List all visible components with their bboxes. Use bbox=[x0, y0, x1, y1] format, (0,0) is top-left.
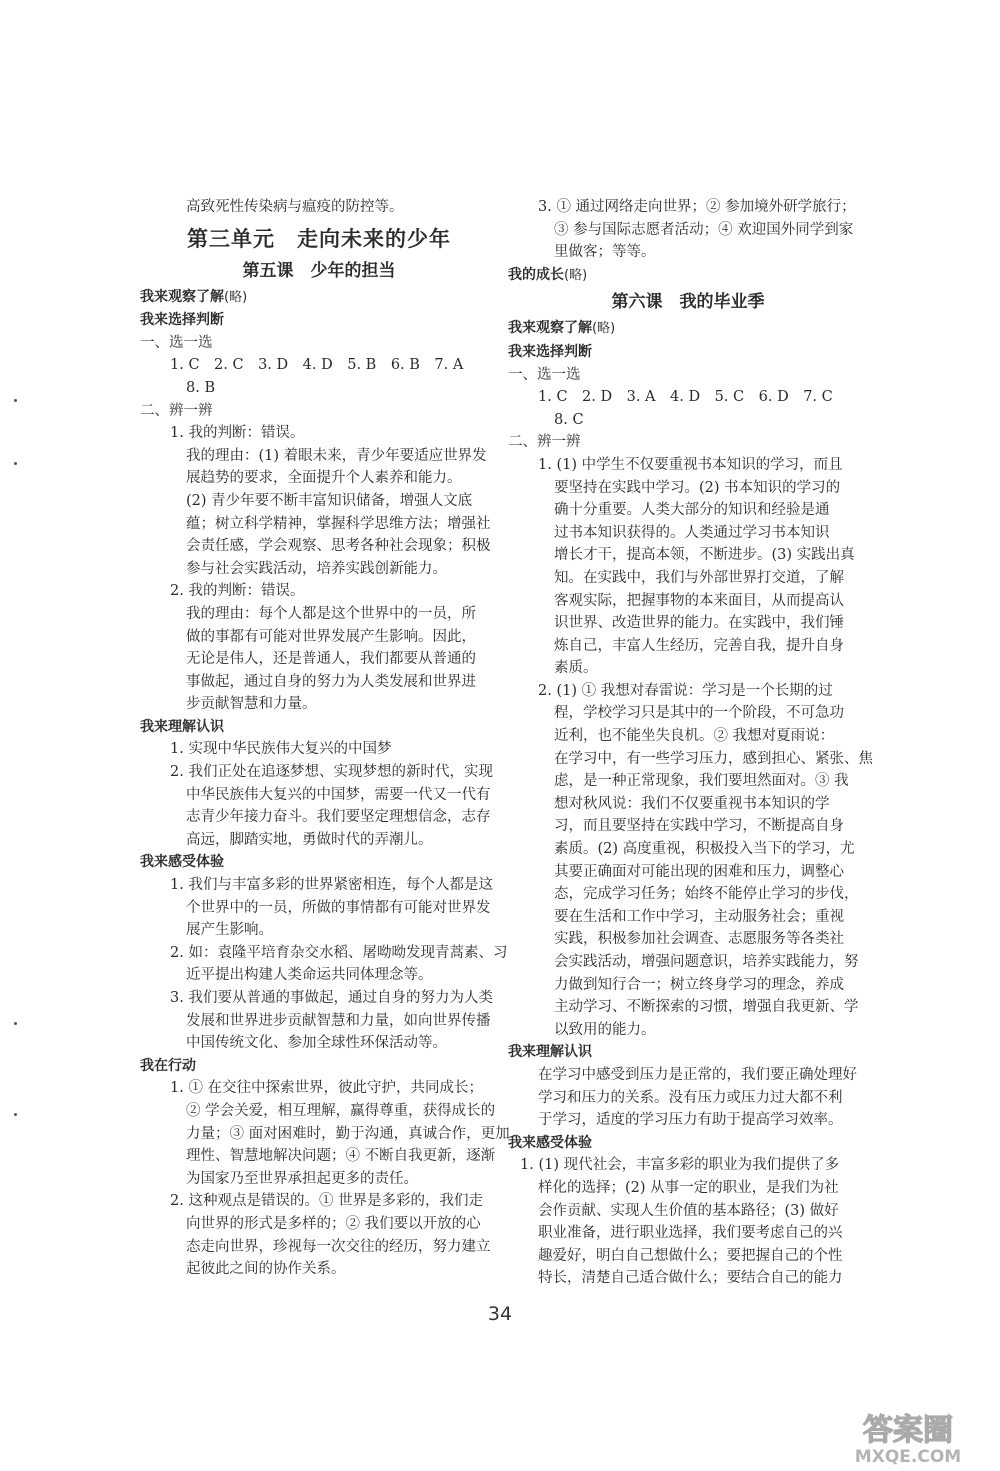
text-line-text: 发展和世界进步贡献智慧和力量，如向世界传播 bbox=[186, 1012, 491, 1029]
section-heading bbox=[508, 264, 868, 288]
section-heading bbox=[508, 1041, 868, 1064]
text-line-text: 虑，是一种正常现象，我们要坦然面对。③ 我 bbox=[554, 773, 849, 790]
text-line bbox=[140, 806, 498, 829]
text-line bbox=[508, 861, 868, 884]
text-line bbox=[140, 445, 498, 468]
text-line-text: ③ 参与国际志愿者活动；④ 欢迎国外同学到家 bbox=[554, 221, 854, 238]
left-column bbox=[140, 196, 510, 1281]
text-line-text: 起彼此之间的协作关系。 bbox=[186, 1261, 346, 1278]
text-line bbox=[508, 196, 868, 219]
text-line bbox=[508, 219, 868, 242]
text-line bbox=[140, 196, 498, 219]
text-line bbox=[508, 612, 868, 635]
text-line-text: 趣爱好，明白自己想做什么；要把握自己的个性 bbox=[538, 1247, 843, 1264]
text-line-text: 3. 我们要从普通的事做起，通过自身的努力为人类 bbox=[170, 990, 493, 1006]
text-line-text: 步贡献智慧和力量。 bbox=[186, 696, 317, 713]
text-line bbox=[140, 671, 498, 694]
watermark-logo bbox=[828, 1408, 988, 1466]
text-line bbox=[140, 874, 498, 897]
text-line-text: 要在生活和工作中学习，主动服务社会；重视 bbox=[554, 908, 844, 925]
section-heading bbox=[508, 317, 868, 341]
text-line bbox=[508, 1109, 868, 1132]
text-line bbox=[140, 626, 498, 649]
section-heading-text: 我的成长 bbox=[508, 266, 564, 283]
text-line bbox=[508, 996, 868, 1019]
text-line bbox=[508, 1087, 868, 1110]
text-line-text: 2. (1) ① 我想对春雷说：学习是一个长期的过 bbox=[538, 682, 833, 699]
text-line bbox=[508, 364, 868, 387]
text-line bbox=[508, 590, 868, 613]
text-line-text: 做的事都有可能对世界发展产生影响。因此， bbox=[186, 628, 476, 645]
text-line-text: 会作贡献、实现人生价值的基本路径；(3) 做好 bbox=[538, 1202, 839, 1219]
text-line-text: 2. 这种观点是错误的。① 世界是多彩的，我们走 bbox=[170, 1193, 484, 1210]
text-line bbox=[140, 513, 498, 536]
text-line-text: 素质。 bbox=[554, 660, 598, 677]
text-line-text: 在学习中，有一些学习压力，感到担心、紧张、焦 bbox=[554, 750, 873, 767]
text-line-text: 中国传统文化、参加全球性环保活动等。 bbox=[186, 1035, 447, 1052]
text-line bbox=[508, 657, 868, 680]
text-line-text: 高远，脚踏实地，勇做时代的弄潮儿。 bbox=[186, 831, 433, 848]
section-heading bbox=[140, 716, 498, 739]
text-line-text: 会实践活动，增强问题意识，培养实践能力，努 bbox=[554, 954, 859, 970]
watermark-url: MXQE.COM bbox=[854, 1447, 962, 1466]
text-line bbox=[508, 454, 868, 477]
text-line-text: 会责任感，学会观察、思考各种社会现象；积极 bbox=[186, 538, 491, 555]
text-line-text: 炼自己，丰富人生经历，完善自我，提升自身 bbox=[554, 637, 844, 654]
text-line bbox=[508, 1222, 868, 1245]
text-line bbox=[140, 490, 498, 513]
page-number: 34 bbox=[487, 1303, 513, 1325]
text-line-text: 事做起，通过自身的努力为人类发展和世界进 bbox=[186, 673, 476, 690]
section-heading-text: 我来理解认识 bbox=[508, 1044, 592, 1061]
text-line-text: 为国家乃至世界承担起更多的责任。 bbox=[186, 1170, 418, 1187]
text-line bbox=[508, 567, 868, 590]
text-line-text: 职业准备，进行职业选择，我们要考虑自己的兴 bbox=[538, 1225, 843, 1242]
text-line-text: 特长，清楚自己适合做什么；要结合自己的能力 bbox=[538, 1270, 843, 1287]
text-line bbox=[508, 883, 868, 906]
section-heading-text: 我来观察了解 bbox=[140, 288, 224, 305]
text-line bbox=[140, 332, 498, 355]
margin-dot bbox=[14, 1022, 17, 1025]
text-line-text: 展产生影响。 bbox=[186, 922, 273, 939]
text-line-text: 识世界、改造世界的能力。在实践中，我们锤 bbox=[554, 615, 844, 632]
text-line bbox=[140, 1190, 498, 1213]
text-line-text: 力做到知行合一；树立终身学习的理念，养成 bbox=[554, 976, 844, 993]
text-line-text: (2) 青少年要不断丰富知识储备，增强人文底 bbox=[186, 492, 473, 509]
text-line-text: 态走向世界，珍视每一次交往的经历，努力建立 bbox=[186, 1238, 491, 1255]
margin-dot bbox=[14, 462, 17, 465]
text-line bbox=[508, 477, 868, 500]
text-line bbox=[140, 829, 498, 852]
text-line bbox=[140, 1145, 498, 1168]
section-heading-text: 我来感受体验 bbox=[508, 1134, 592, 1151]
text-line-text: 我的理由：(1) 着眼未来，青少年要适应世界发 bbox=[186, 447, 487, 464]
text-line-text: 志青少年接力奋斗。我们要坚定理想信念，志存 bbox=[186, 809, 491, 826]
text-line-text: 力量；③ 面对困难时，勤于沟通，真诚合作，更加 bbox=[186, 1125, 510, 1142]
text-line bbox=[140, 693, 498, 716]
text-line bbox=[508, 793, 868, 816]
text-line-text: 理性、智慧地解决问题；④ 不断自我更新，逐渐 bbox=[186, 1148, 496, 1165]
text-line-text: 蕴；树立科学精神，掌握科学思维方法；增强社 bbox=[186, 515, 491, 532]
section-heading-text: 我来选择判断 bbox=[140, 312, 224, 329]
text-line bbox=[508, 974, 868, 997]
text-line bbox=[140, 1032, 498, 1055]
text-line-text: 于学习，适度的学习压力有助于提高学习效率。 bbox=[538, 1112, 843, 1129]
text-line bbox=[508, 635, 868, 658]
text-line bbox=[508, 928, 868, 951]
text-line bbox=[508, 906, 868, 929]
unit-title bbox=[140, 222, 498, 256]
text-line bbox=[508, 1267, 868, 1290]
omitted-note: (略) bbox=[564, 267, 588, 283]
watermark-title: 答案圈 bbox=[863, 1413, 953, 1448]
text-line-text: 2. 我们正处在追逐梦想、实现梦想的新时代，实现 bbox=[170, 764, 493, 781]
margin-dot bbox=[14, 399, 17, 402]
text-line bbox=[140, 784, 498, 807]
text-line-text: 知。在实践中，我们与外部世界打交道，了解 bbox=[554, 569, 844, 586]
text-line-text: 无论是伟人，还是普通人，我们都要从普通的 bbox=[186, 651, 476, 668]
text-line-text: 1. 我的判断：错误。 bbox=[170, 425, 305, 442]
text-line-text: 3. ① 通过网络走向世界；② 参加境外研学旅行； bbox=[538, 199, 856, 215]
text-line bbox=[508, 409, 868, 432]
text-line-text: 素质。(2) 高度重视，积极投入当下的学习，尤 bbox=[554, 841, 855, 858]
text-line bbox=[508, 838, 868, 861]
text-line bbox=[140, 1123, 510, 1146]
text-line bbox=[140, 738, 498, 761]
text-line bbox=[140, 1168, 498, 1191]
text-line-text: 学习和压力的关系。没有压力或压力过大都不利 bbox=[538, 1089, 843, 1106]
text-line bbox=[508, 241, 868, 264]
text-line bbox=[140, 897, 498, 920]
text-line-text: 程，学校学习只是其中的一个阶段，不可急功 bbox=[554, 705, 844, 722]
text-line-text: 样化的选择；(2) 从事一定的职业，是我们为社 bbox=[538, 1179, 839, 1196]
text-line-text: 里做客；等等。 bbox=[554, 244, 656, 261]
text-line-text: 1. 我们与丰富多彩的世界紧密相连，每个人都是这 bbox=[170, 877, 493, 894]
text-line bbox=[508, 1177, 868, 1200]
text-line-text: 1. (1) 现代社会，丰富多彩的职业为我们提供了多 bbox=[520, 1157, 840, 1174]
text-line bbox=[140, 1236, 498, 1259]
text-line bbox=[508, 1064, 868, 1087]
text-line bbox=[508, 815, 868, 838]
text-line bbox=[140, 919, 498, 942]
text-line bbox=[140, 558, 498, 581]
text-line bbox=[140, 422, 498, 445]
text-line-text: 近利，也不能坐失良机。② 我想对夏雨说： bbox=[554, 728, 835, 745]
text-line-text: 一、选一选 bbox=[508, 366, 581, 383]
right-column bbox=[508, 196, 873, 1290]
text-line-text: 1. (1) 中学生不仅要重视书本知识的学习，而且 bbox=[538, 456, 843, 473]
section-heading-text: 我来选择判断 bbox=[508, 343, 592, 360]
text-line-text: 高致死性传染病与瘟疫的防控等。 bbox=[186, 199, 404, 215]
section-heading-text: 我来感受体验 bbox=[140, 854, 224, 871]
text-line-text: ② 学会关爱，相互理解，赢得尊重，获得成长的 bbox=[186, 1102, 496, 1119]
text-line bbox=[140, 1258, 498, 1281]
text-line-text: 展趋势的要求，全面提升个人素养和能力。 bbox=[186, 470, 462, 487]
lesson-title-text: 第五课 少年的担当 bbox=[242, 260, 396, 281]
text-line bbox=[508, 702, 868, 725]
section-heading bbox=[508, 341, 868, 364]
text-line bbox=[508, 1245, 868, 1268]
text-line bbox=[508, 680, 868, 703]
text-line-text: 增长才干，提高本领，不断进步。(3) 实践出真 bbox=[554, 547, 855, 564]
text-line-text: 二、辨一辨 bbox=[140, 402, 213, 419]
text-line bbox=[140, 1010, 498, 1033]
text-line bbox=[140, 761, 498, 784]
section-heading bbox=[140, 286, 498, 310]
text-line bbox=[508, 725, 868, 748]
lesson-title bbox=[508, 287, 868, 317]
text-line-text: 1. C 2. D 3. A 4. D 5. C 6. D 7. C bbox=[538, 389, 833, 406]
text-line bbox=[140, 1213, 498, 1236]
text-line-text: 态，完成学习任务；始终不能停止学习的步伐， bbox=[554, 886, 859, 903]
text-line bbox=[508, 544, 868, 567]
text-line bbox=[140, 535, 498, 558]
text-line bbox=[508, 499, 868, 522]
text-line-text: 1. 实现中华民族伟大复兴的中国梦 bbox=[170, 741, 392, 758]
text-line-text: 8. C bbox=[554, 411, 584, 428]
section-heading-text: 我在行动 bbox=[140, 1057, 196, 1074]
section-heading bbox=[140, 1055, 498, 1078]
text-line-text: 实践，积极参加社会调查、志愿服务等各类社 bbox=[554, 931, 844, 948]
text-line-text: 习，而且要坚持在实践中学习，不断提高自身 bbox=[554, 818, 844, 835]
text-line bbox=[508, 770, 868, 793]
text-line bbox=[140, 354, 498, 377]
lesson-title-text: 第六课 我的毕业季 bbox=[611, 292, 765, 313]
text-line-text: 2. 如：袁隆平培育杂交水稻、屠呦呦发现青蒿素、习 bbox=[170, 944, 508, 961]
omitted-note: (略) bbox=[592, 321, 616, 337]
text-line-text: 个世界中的一员，所做的事情都有可能对世界发 bbox=[186, 899, 491, 916]
section-heading bbox=[140, 309, 498, 332]
text-line-text: 确十分重要。人类大部分的知识和经验是通 bbox=[554, 502, 830, 519]
unit-title-text: 第三单元 走向未来的少年 bbox=[187, 225, 451, 251]
section-heading bbox=[508, 1132, 868, 1155]
text-line bbox=[508, 522, 868, 545]
margin-dot bbox=[14, 1113, 17, 1116]
text-line-text: 其要正确面对可能出现的困难和压力，调整心 bbox=[554, 863, 844, 880]
text-line-text: 我的理由：每个人都是这个世界中的一员，所 bbox=[186, 605, 476, 622]
text-line-text: 二、辨一辨 bbox=[508, 434, 581, 451]
text-line-text: 以致用的能力。 bbox=[554, 1021, 656, 1038]
text-line bbox=[140, 467, 498, 490]
text-line bbox=[140, 603, 498, 626]
text-line bbox=[508, 1019, 868, 1042]
text-line bbox=[140, 377, 498, 400]
text-line-text: 过书本知识获得的。人类通过学习书本知识 bbox=[554, 524, 830, 541]
text-line bbox=[508, 431, 868, 454]
text-line bbox=[140, 987, 498, 1010]
text-line-text: 向世界的形式是多样的；② 我们要以开放的心 bbox=[186, 1215, 481, 1232]
section-heading-text: 我来观察了解 bbox=[508, 320, 592, 337]
text-line-text: 近平提出构建人类命运共同体理念等。 bbox=[186, 967, 433, 984]
omitted-note: (略) bbox=[224, 289, 248, 305]
text-line-text: 8. B bbox=[186, 379, 216, 396]
text-line bbox=[508, 951, 868, 974]
text-line bbox=[508, 386, 868, 409]
text-line-text: 1. ① 在交往中探索世界，彼此守护，共同成长； bbox=[170, 1080, 484, 1097]
text-line bbox=[140, 964, 498, 987]
lesson-title bbox=[140, 256, 498, 286]
text-line-text: 客观实际，把握事物的本来面目，从而提高认 bbox=[554, 592, 844, 609]
text-line bbox=[140, 648, 498, 671]
text-line bbox=[140, 580, 498, 603]
text-line bbox=[140, 942, 508, 965]
text-line-text: 1. C 2. C 3. D 4. D 5. B 6. B 7. A bbox=[170, 357, 464, 374]
text-line-text: 2. 我的判断：错误。 bbox=[170, 583, 305, 600]
text-line bbox=[140, 1100, 498, 1123]
text-line-text: 中华民族伟大复兴的中国梦，需要一代又一代有 bbox=[186, 786, 491, 803]
text-line-text: 在学习中感受到压力是正常的，我们要正确处理好 bbox=[538, 1066, 857, 1083]
text-line-text: 一、选一选 bbox=[140, 334, 213, 351]
text-line bbox=[508, 1154, 868, 1177]
text-line-text: 主动学习、不断探索的习惯，增强自我更新、学 bbox=[554, 999, 859, 1016]
text-line-text: 要坚持在实践中学习。(2) 书本知识的学习的 bbox=[554, 479, 841, 496]
text-line bbox=[140, 400, 498, 423]
section-heading bbox=[140, 851, 498, 874]
text-line-text: 参与社会实践活动，培养实践创新能力。 bbox=[186, 560, 447, 577]
section-heading-text: 我来理解认识 bbox=[140, 718, 224, 735]
text-line bbox=[140, 1077, 498, 1100]
text-line bbox=[508, 1200, 868, 1223]
text-line bbox=[508, 748, 873, 771]
text-line-text: 想对秋风说：我们不仅要重视书本知识的学 bbox=[554, 795, 830, 812]
